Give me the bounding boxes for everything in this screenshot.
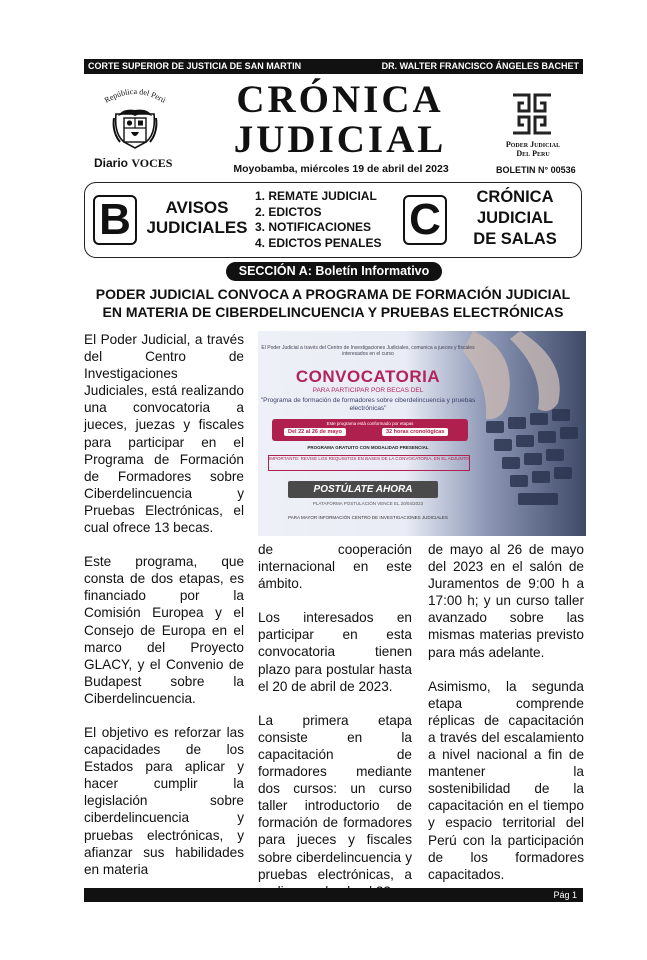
page-number: Pág 1: [553, 890, 577, 900]
cronica-line2: JUDICIAL: [476, 209, 554, 227]
avisos-judiciales-label: [137, 198, 257, 238]
national-seal-icon: [112, 104, 158, 150]
paragraph: El objetivo es reforzar las capacidades de los Estados para aplicar y hacer cumplir la legislación sobre ciberdelincuencia y pruebas electrónicas, y afianzar sus habilidades en materia: [84, 724, 244, 877]
poster-postulate-button: POSTÚLATE AHORA: [288, 481, 438, 498]
poster-importante: IMPORTANTE: REVISE LOS REQUISITOS EN BASES DE LA CONVOCATORIA, EN EL ADJUNTO: [268, 455, 470, 471]
list-item: 3. NOTIFICACIONES: [255, 220, 372, 234]
poder-judicial-name: [496, 140, 570, 158]
headline-line1: PODER JUDICIAL CONVOCA A PROGRAMA DE FORMACIÓN JUDICIAL: [95, 286, 571, 302]
article-headline: [84, 285, 582, 321]
section-c-letter: C: [403, 195, 447, 245]
poster-intro: El Poder Judicial a través del Centro de Investigaciones Judiciales, comunica a jueces y fiscales interesados en el curso: [261, 345, 475, 357]
poster-becas: PARA PARTICIPAR POR BECAS DEL: [312, 387, 424, 394]
footer-bar: [84, 888, 583, 902]
paragraph: Los interesados en participar en esta convocatoria tienen plazo para postular hasta el 20 de abril de 2023.: [258, 610, 412, 694]
masthead-title-line2: JUDICIAL: [233, 118, 447, 161]
paragraph: Este programa, que consta de dos etapas, es financiado por la Comisión Europea y el Consejo de Europa en el marco del Proyecto GLACY, y el Convenio de Budapest sobre la Ciberdelincuencia.: [84, 554, 244, 706]
brand-name: VOCES: [131, 156, 173, 170]
pj-name-line1: Poder Judicial: [505, 140, 561, 149]
avisos-list: [255, 189, 381, 251]
poder-judicial-emblem-icon: [510, 92, 554, 136]
dateline: Moyobamba, miércoles 19 de abril del 2023: [233, 163, 449, 175]
section-b-letter: B: [93, 195, 137, 245]
list-item: 4. EDICTOS PENALES: [255, 235, 382, 250]
diario-voces-logo: [92, 86, 180, 172]
list-item: 1. REMATE JUDICIAL: [255, 189, 377, 203]
article-column-2: [258, 541, 412, 917]
avisos-line2: JUDICIALES: [146, 218, 248, 237]
top-bar: [84, 59, 583, 74]
masthead-title-line1: CRÓNICA: [236, 78, 444, 121]
pj-name-line2: Del Peru: [516, 149, 550, 158]
article-column-3: [428, 541, 584, 900]
convocatoria-poster-image: [258, 331, 586, 536]
svg-text:República del Perú: República del Perú: [102, 86, 168, 105]
avisos-line1: AVISOS: [165, 198, 229, 217]
poster-date-1: Del 22 al 26 de mayo: [284, 428, 346, 436]
bulletin-number: BOLETIN N° 00536: [496, 165, 576, 175]
poder-judicial-logo: [496, 90, 586, 176]
poster-info: PARA MAYOR INFORMACIÓN CENTRO DE INVESTIGACIONES JUDICIALES: [288, 515, 448, 520]
diario-voces-label: [94, 156, 172, 171]
cronica-judicial-de-salas-label: [451, 187, 579, 250]
court-name: CORTE SUPERIOR DE JUSTICIA DE SAN MARTIN: [88, 61, 302, 71]
paragraph: de cooperación internacional en este ámbito.: [258, 542, 412, 592]
section-label-pill: SECCIÓN A: Boletín Informativo: [226, 262, 442, 281]
poster-convocatoria: CONVOCATORIA: [295, 367, 441, 386]
headline-line2: EN MATERIA DE CIBERDELINCUENCIA Y PRUEBAS ELECTRÓNICAS: [102, 304, 564, 320]
paragraph: Asimismo, la segunda etapa comprende réplicas de capacitación a través del escalamiento a nivel nacional a fin de mantener la sostenibilidad de la capacitación en el tiempo y espacio territorial del Perú con la participación de los formadores capacitados.: [428, 678, 584, 882]
cronica-line1: CRÓNICA: [476, 188, 554, 206]
sections-box: [84, 182, 582, 258]
paragraph: La primera etapa consiste en la capacitación de formadores mediante dos cursos: un curso taller introductorio de formación de formadores para jueces y fiscales sobre ciberdelincuencia y pruebas electrónicas, a: [258, 712, 412, 882]
paragraph: El Poder Judicial, a través del Centro de Investigaciones Judiciales, está realizando una convocatoria a jueces, juezas y fiscales para participar en el Programa de Formación de Formadores sobre Ciberdelincuencia y Pruebas Electrónicas, el cual ofrece 13 becas.: [84, 332, 244, 536]
article-column-1: [84, 331, 244, 895]
poster-modalidad: PROGRAMA GRATUITO CON MODALIDAD PRESENCIAL: [307, 445, 429, 450]
brand-prefix: Diario: [94, 156, 129, 170]
poster-vence: PLATAFORMA POSTULACIÓN VENCE EL 20/04/2023: [312, 501, 424, 506]
poster-dates-intro: Este programa está conformado por etapas: [326, 421, 414, 426]
poster-programa: "Programa de formación de formadores sobre ciberdelincuencia y pruebas electrónicas": [260, 397, 476, 412]
cronica-line3: DE SALAS: [473, 230, 557, 248]
poster-dates-banner: [272, 419, 468, 441]
list-item: 2. EDICTOS: [255, 204, 322, 219]
poster-date-2: 32 horas cronológicas: [382, 428, 448, 436]
paragraph: de mayo al 26 de mayo del 2023 en el salón de Juramentos de 9:00 h a 17:00 h; y un curso taller avanzado sobre las mismas materias previsto para más adelante.: [428, 542, 584, 660]
director-name: DR. WALTER FRANCISCO ÁNGELES BACHET: [381, 61, 579, 71]
